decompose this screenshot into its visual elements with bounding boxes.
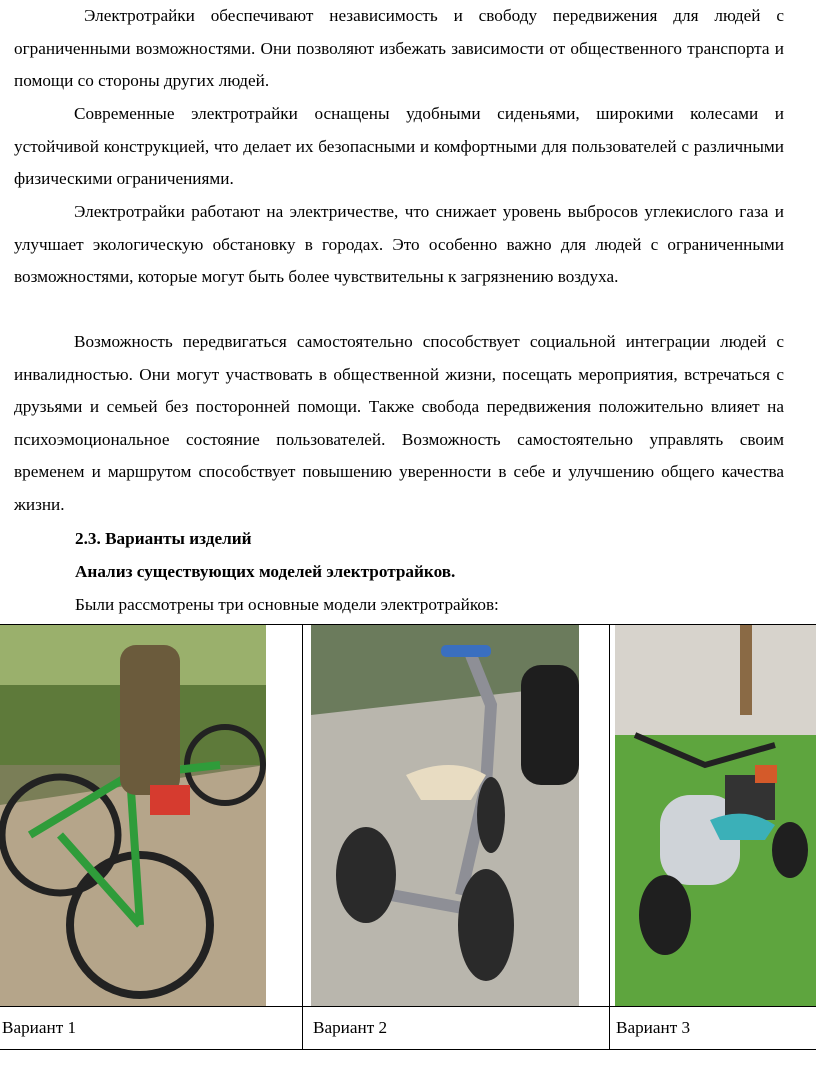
mini-motor-trike-photo: [615, 625, 816, 1006]
variant-1-image-cell: [0, 625, 303, 1007]
variant-2-image-cell: [303, 625, 610, 1007]
paragraph-2: Современные электротрайки оснащены удобными сиденьями, широкими колесами и устойчивой конструкцией, что делает их безопасными и комфортными для пользователей с различными физическими ограничениями.: [14, 104, 784, 188]
section-heading: 2.3. Варианты изделий: [75, 529, 252, 548]
green-hand-cycle-trike-photo: [0, 625, 266, 1006]
paragraph-4: Возможность передвигаться самостоятельно способствует социальной интеграции людей с инвалидностью. Они могут участвовать в общественной жизни, посещать мероприятия, встречаться с друзьями и семьей без посторонней помощи. Также свобода передвижения положительно влияет на психоэмоциональное состояние пользователей. Возможность самостоятельно управлять своим временем и маршрутом способствует повышению уверенности в себе и улучшению общего качества жизни.: [14, 332, 784, 514]
intro-text: Были рассмотрены три основные модели электротрайков:: [75, 595, 499, 614]
variant-1-caption-cell: [0, 1007, 303, 1050]
variant-1-caption: Вариант 1: [2, 1018, 77, 1037]
grey-frame-trike-photo: [311, 625, 579, 1006]
variant-3-image-cell: [610, 625, 816, 1007]
variant-3-caption-cell: [610, 1007, 816, 1050]
paragraph-1: Электротрайки обеспечивают независимость и свободу передвижения для людей с ограниченными возможностями. Они позволяют избежать зависимости от общественного транспорта и помощи со стороны других людей.: [14, 6, 784, 90]
variant-2-caption: Вариант 2: [313, 1018, 388, 1037]
subheading: Анализ существующих моделей электротрайков.: [75, 562, 456, 581]
paragraph-3: Электротрайки работают на электричестве, что снижает уровень выбросов углекислого газа и улучшает экологическую обстановку в городах. Это особенно важно для людей с ограниченными возможностями, которые могут быть более чувствительны к загрязнению воздуха.: [14, 202, 784, 286]
variants-table: [0, 624, 816, 1050]
variant-2-caption-cell: [303, 1007, 610, 1050]
variant-3-caption: Вариант 3: [616, 1018, 691, 1037]
